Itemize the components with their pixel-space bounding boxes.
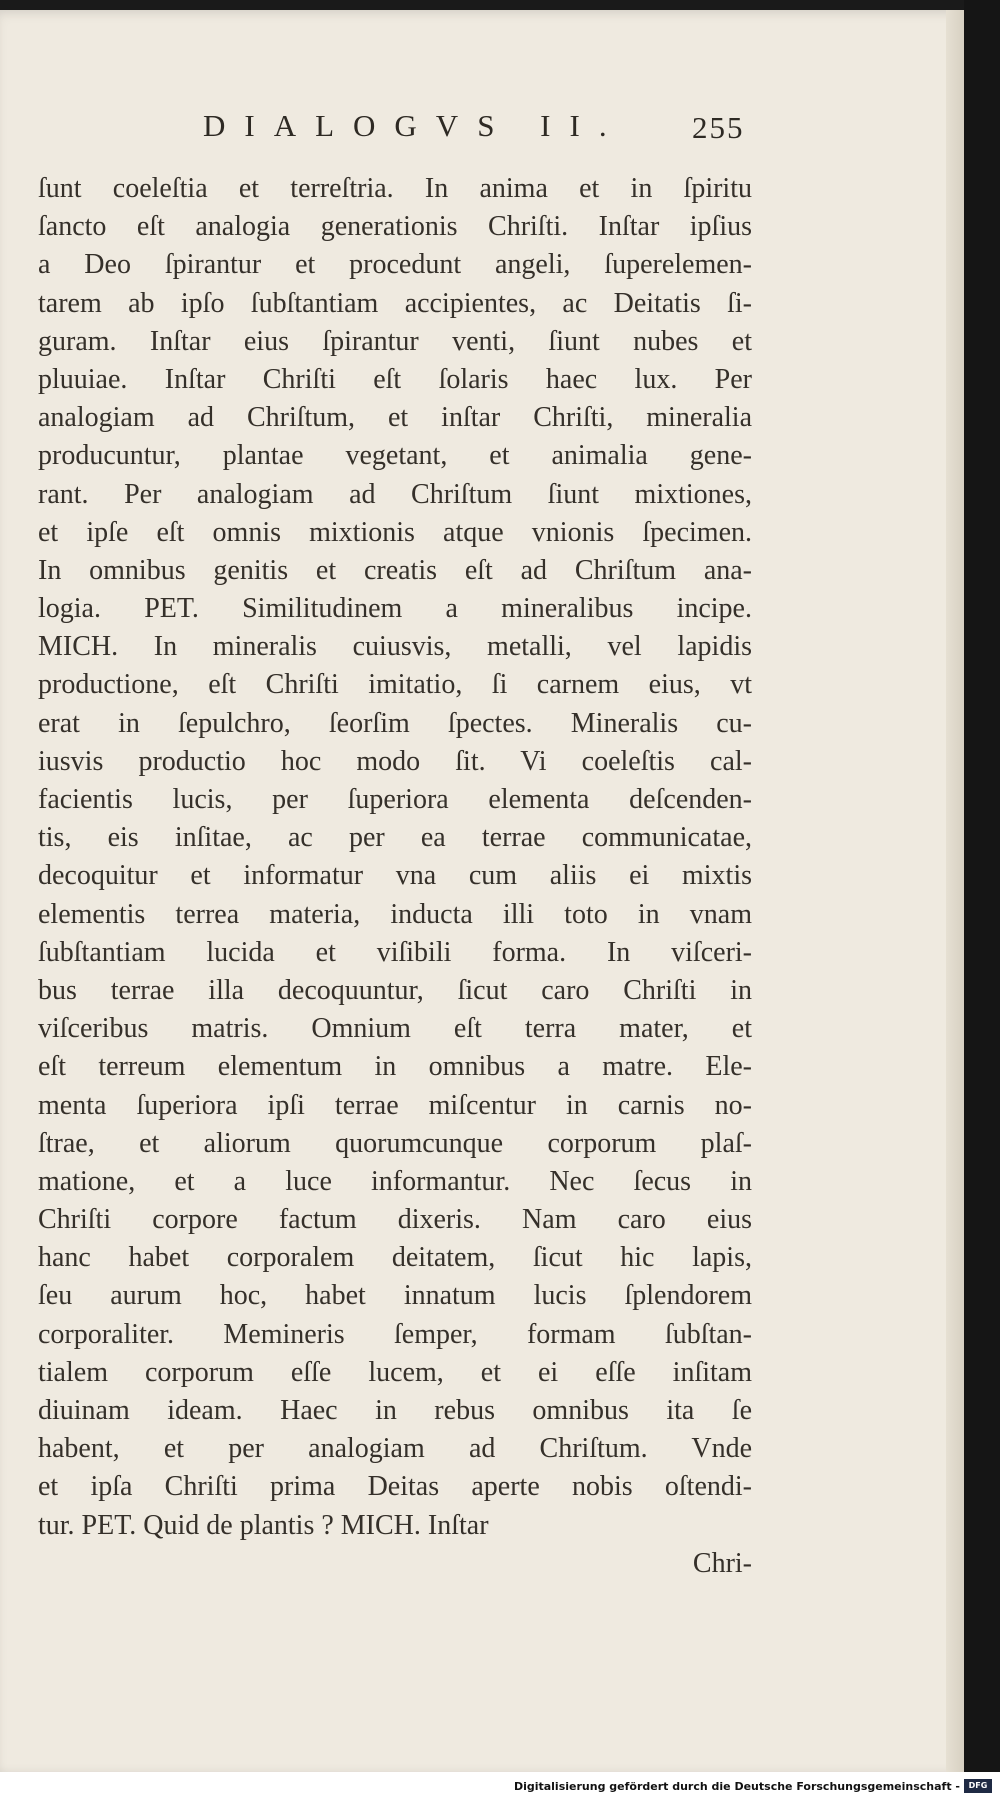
text-line: ſancto eſt analogia generationis Chriſti. Inſtar ipſius [38, 211, 752, 243]
scan-border [964, 0, 1000, 1803]
text-line: guram. Inſtar eius ſpirantur venti, ſiunt nubes et [38, 325, 752, 357]
text-line: et ipſe eſt omnis mixtionis atque vnionis ſpecimen. [38, 516, 752, 548]
catchword: Chri- [692, 1547, 752, 1579]
text-line: facientis lucis, per ſuperiora elementa deſcenden- [38, 784, 752, 815]
text-line: rant. Per analogiam ad Chriſtum ſiunt mixtiones, [38, 478, 752, 510]
body-text [38, 170, 752, 1583]
page-header [38, 108, 758, 152]
text-line: Chriſti corpore factum dixeris. Nam caro eius [38, 1204, 752, 1236]
page-number: 255 [692, 110, 745, 145]
text-line: iusvis productio hoc modo ſit. Vi coeleſtis cal- [38, 745, 752, 777]
text-line: et ipſa Chriſti prima Deitas aperte nobis oſtendi- [38, 1471, 752, 1503]
text-line: MICH. In mineralis cuiusvis, metalli, vel lapidis [38, 631, 752, 663]
text-line: ſeu aurum hoc, habet innatum lucis ſplendorem [38, 1280, 752, 1312]
text-line: tur. PET. Quid de plantis ? MICH. Inſtar [38, 1509, 489, 1541]
text-line: tarem ab ipſo ſubſtantiam accipientes, ac Deitatis ſi- [38, 287, 752, 319]
text-line: producuntur, plantae vegetant, et animalia gene- [38, 440, 752, 472]
text-line: bus terrae illa decoquuntur, ſicut caro Chriſti in [38, 974, 752, 1006]
text-line: ſubſtantiam lucida et viſibili forma. In viſceri- [38, 936, 752, 968]
funding-credit: Digitalisierung gefördert durch die Deutsche Forschungsgemeinschaft - [513, 1780, 960, 1793]
text-line: decoquitur et informatur vna cum aliis ei mixtis [38, 860, 752, 892]
text-line: pluuiae. Inſtar Chriſti eſt ſolaris haec lux. Per [38, 363, 752, 395]
text-line: menta ſuperiora ipſi terrae miſcentur in carnis no- [38, 1089, 752, 1121]
text-line: tis, eis inſitae, ac per ea terrae communicatae, [38, 822, 752, 854]
text-line: hanc habet corporalem deitatem, ſicut hic lapis, [38, 1242, 752, 1274]
text-line: elementis terrea materia, inducta illi toto in vnam [38, 898, 752, 930]
text-line: productione, eſt Chriſti imitatio, ſi carnem eius, vt [38, 669, 752, 701]
text-line: analogiam ad Chriſtum, et inſtar Chriſti, mineralia [38, 402, 752, 434]
text-line: tialem corporum eſſe lucem, et ei eſſe inſitam [38, 1356, 752, 1388]
text-line: ſtrae, et aliorum quorumcunque corporum plaſ- [38, 1127, 752, 1159]
text-line: ſunt coeleſtia et terreſtria. In anima et in ſpiritu [38, 173, 752, 204]
text-line: matione, et a luce informantur. Nec ſecus in [38, 1165, 752, 1197]
page-edge [946, 10, 964, 1772]
text-line: erat in ſepulchro, ſeorſim ſpectes. Mineralis cu- [38, 707, 752, 739]
text-line: corporaliter. Memineris ſemper, formam ſubſtan- [38, 1318, 752, 1350]
text-line: diuinam ideam. Haec in rebus omnibus ita ſe [38, 1395, 752, 1426]
footer-bar [0, 1772, 1000, 1803]
text-line: viſceribus matris. Omnium eſt terra mater, et [38, 1013, 752, 1045]
text-line: logia. PET. Similitudinem a mineralibus incipe. [38, 593, 752, 625]
text-line: eſt terreum elementum in omnibus a matre. Ele- [38, 1051, 752, 1083]
running-head: DIALOGVS II. [203, 108, 626, 143]
text-line: habent, et per analogiam ad Chriſtum. Vnde [38, 1433, 752, 1465]
text-line: a Deo ſpirantur et procedunt angeli, ſuperelemen- [38, 249, 752, 281]
text-line: In omnibus genitis et creatis eſt ad Chriſtum ana- [38, 554, 752, 586]
dfg-logo-icon: DFG [964, 1779, 992, 1793]
